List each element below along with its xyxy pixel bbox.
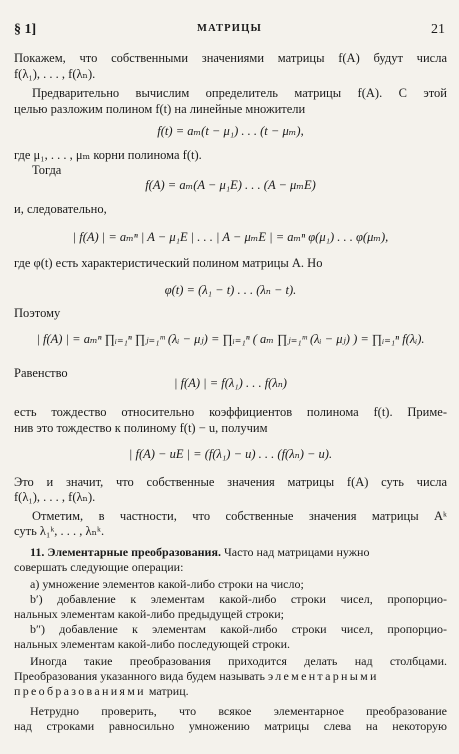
text-line: Равенство — [14, 366, 68, 380]
text-line: где μ₁, . . . , μₘ корни полинома f(t). — [14, 148, 202, 162]
text-line: f(λ₁), . . . , f(λₙ). — [14, 490, 96, 504]
text-run: матриц. — [148, 684, 189, 698]
formula: f(t) = aₘ(t − μ₁) . . . (t − μₘ), — [157, 124, 304, 138]
list-item: а) умножение элементов какой-либо строки на число; — [30, 577, 304, 591]
text-line: Иногда такие преобразования приходится делать над столбцами. — [30, 654, 447, 668]
text-line: нальных элементам какой-либо последующей строки. — [14, 637, 291, 651]
running-title: МАТРИЦЫ — [196, 23, 263, 34]
text-line: Поэтому — [14, 306, 61, 320]
text-line: целью разложим полином f(t) на линейные множители — [14, 102, 306, 116]
page-header — [14, 22, 445, 40]
section-heading: 11. Элементарные преобразования. — [30, 545, 221, 559]
text-line: и, следовательно, — [14, 202, 107, 216]
text-run: Преобразования указанного вида будем называть — [14, 669, 266, 683]
text-line: Нетрудно проверить, что всякое элементарное преобразование — [30, 704, 447, 718]
text-line — [14, 684, 447, 699]
formula: f(A) = aₘ(A − μ₁E) . . . (A − μₘE) — [145, 178, 316, 192]
formula: φ(t) = (λ₁ − t) . . . (λₙ − t). — [164, 283, 297, 297]
formula: | f(A) | = aₘⁿ ∏ᵢ₌₁ⁿ ∏ⱼ₌₁ᵐ (λᵢ − μⱼ) = ∏ᵢ₌₁ⁿ ( aₘ ∏ⱼ₌₁ᵐ (λᵢ − μⱼ) ) = ∏ᵢ₌₁ⁿ f(λᵢ). — [36, 332, 425, 346]
formula: | f(A) | = aₘⁿ | A − μ₁E | . . . | A − μₘE | = aₘⁿ φ(μ₁) . . . φ(μₘ), — [72, 230, 389, 244]
section-heading-line — [14, 545, 447, 560]
list-item: b′) добавление к элементам какой-либо строки чисел, пропорцио- — [30, 592, 447, 606]
section-number: § 1] — [14, 22, 37, 37]
text-line: нальных элементам какой-либо предыдущей строки; — [14, 607, 284, 621]
text-line: есть тождество относительно коэффициентов полинома f(t). Приме- — [14, 405, 447, 419]
text-line: нив это тождество к полиному f(t) − u, получим — [14, 421, 268, 435]
page-number: 21 — [431, 22, 445, 37]
formula: | f(A) − uE | = (f(λ₁) − u) . . . (f(λₙ) − u). — [128, 447, 333, 461]
text-line: Покажем, что собственными значениями матрицы f(A) будут числа — [14, 51, 447, 65]
text-line: над строками равносильно умножению матрицы слева на некоторую — [14, 719, 447, 733]
text-line: Тогда — [32, 163, 62, 177]
text-line — [14, 669, 447, 684]
text-line: Отметим, в частности, что собственные значения матрицы Aᵏ — [32, 509, 447, 523]
list-item: b″) добавление к элементам какой-либо строки чисел, пропорцио- — [30, 622, 447, 636]
text-line: совершать следующие операции: — [14, 560, 184, 574]
text-line: Это и значит, что собственные значения матрицы f(A) суть числа — [14, 475, 447, 489]
text-run: Часто над матрицами нужно — [220, 545, 370, 559]
formula: | f(A) | = f(λ₁) . . . f(λₙ) — [174, 376, 287, 390]
text-line: суть λ₁ᵏ, . . . , λₙᵏ. — [14, 524, 105, 538]
text-line: Предварительно вычислим определитель матрицы f(A). С этой — [32, 86, 447, 100]
spaced-term: преобразованиями — [14, 684, 146, 698]
text-line: f(λ₁), . . . , f(λₙ). — [14, 67, 96, 81]
spaced-term: элементарными — [268, 669, 379, 683]
text-line: где φ(t) есть характеристический полином матрицы A. Но — [14, 256, 323, 270]
